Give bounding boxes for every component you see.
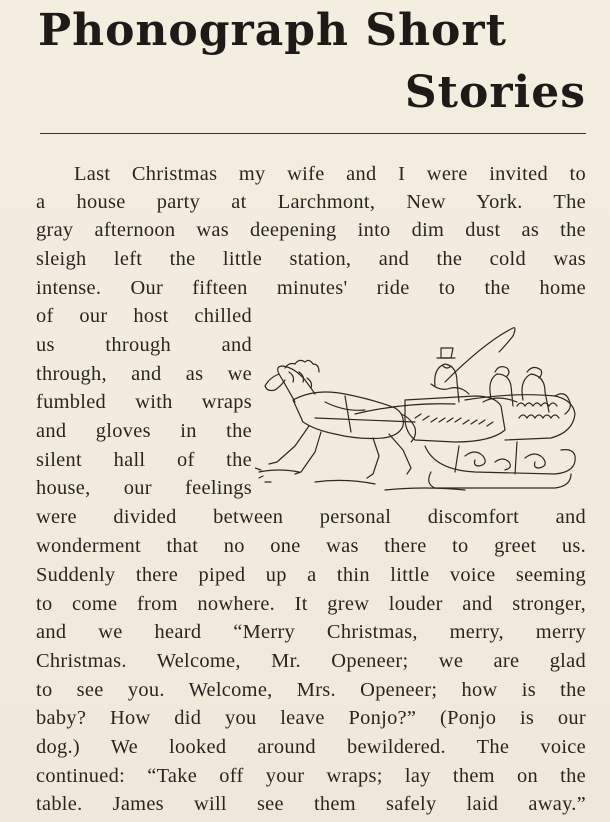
body-line: and we heard “Merry Christmas, merry, merry	[36, 621, 586, 643]
page-title-line-1: Phonograph Short	[38, 5, 507, 56]
body-line: were divided between personal discomfort and	[36, 506, 586, 528]
body-line: intense. Our fifteen minutes' ride to the home	[36, 277, 586, 299]
body-line: a house party at Larchmont, New York. The	[36, 191, 586, 213]
body-line: fumbled with wraps	[36, 391, 252, 413]
body-line: Christmas. Welcome, Mr. Openeer; we are glad	[36, 650, 586, 672]
body-line: wonderment that no one was there to greet us.	[36, 535, 586, 557]
body-line: dog.) We looked around bewildered. The voice	[36, 736, 586, 758]
body-line: Suddenly there piped up a thin little voice seeming	[36, 564, 586, 586]
body-line: continued: “Take off your wraps; lay them on the	[36, 765, 586, 787]
body-line: of our host chilled	[36, 305, 252, 327]
body-line: silent hall of the	[36, 449, 252, 471]
body-line: gray afternoon was deepening into dim dust as the	[36, 219, 586, 241]
horse-drawn-sleigh-illustration	[255, 322, 585, 498]
body-line: to see you. Welcome, Mrs. Openeer; how is the	[36, 679, 586, 701]
body-line: to come from nowhere. It grew louder and stronger,	[36, 593, 586, 615]
page-title-line-2: Stories	[404, 67, 586, 118]
body-line: and gloves in the	[36, 420, 252, 442]
body-line: Last Christmas my wife and I were invited to	[74, 163, 586, 185]
body-line: baby? How did you leave Ponjo?” (Ponjo is our	[36, 707, 586, 729]
body-line: us through and	[36, 334, 252, 356]
body-line: sleigh left the little station, and the cold was	[36, 248, 586, 270]
body-line: table. James will see them safely laid away.”	[36, 793, 586, 815]
title-divider	[40, 133, 586, 134]
body-line: through, and as we	[36, 363, 252, 385]
body-line: house, our feelings	[36, 477, 252, 499]
